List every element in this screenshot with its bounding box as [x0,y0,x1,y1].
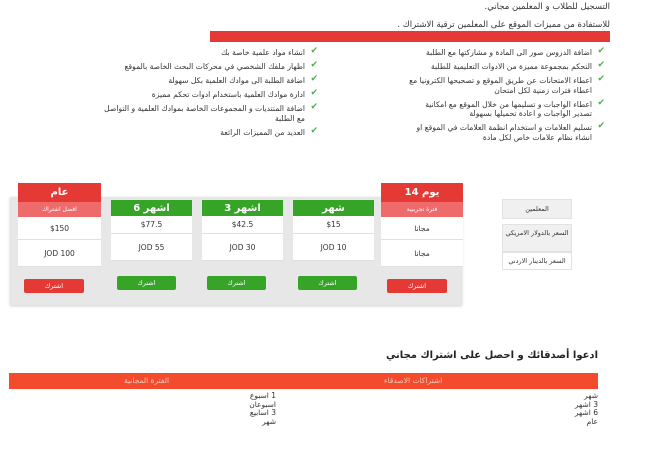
subscribe-button[interactable]: اشترك [298,276,357,290]
subscribe-button[interactable]: اشترك [117,276,176,290]
row-label-jod: السعر بالدينار الاردني [502,252,572,270]
check-icon: ✔ [310,46,318,56]
check-icon: ✔ [597,46,605,56]
feature-item: ✔ اضافة الطلبة الى موادك العلمية بكل سهولة [168,74,318,86]
plan-price-usd: $42.5 [202,216,283,234]
feature-item: ✔ اضافة المنتديات و المجموعات الخاصة بموادك العلمية و التواصل مع الطلبة [104,102,318,123]
plan-3-months [202,200,283,300]
check-icon: ✔ [597,121,605,132]
intro-line-2: للاستفادة من مميزات الموقع على المعلمين ترقية الاشتراك . [397,20,610,30]
plan-trial [381,183,463,303]
col-free-period: الفترة المجانية [124,376,170,385]
plan-price-usd: $15 [293,216,374,234]
features-left-list [95,48,318,142]
plan-6-months [111,200,192,300]
check-icon: ✔ [597,97,605,108]
plan-title: 3 اشهر [202,200,283,216]
plan-price-jod: مجانا [381,240,463,267]
plan-subtitle: افضل اشتراك [18,202,101,217]
feature-item: ✔ تسليم العلامات و استخدام انظمة العلامات في الموقع او انشاء نظام علامات خاص لكل مادة [416,121,605,142]
check-icon: ✔ [310,88,318,99]
plan-price-usd: مجانا [381,217,463,240]
feature-item: ✔ اضافة الدروس صور الى المادة و مشاركتها مع الطلبة [425,46,605,57]
invite-free-value: شهر [262,416,276,426]
feature-item: ✔ انشاء مواد علمية خاصة بك [221,46,318,57]
invite-title: ادعوا أصدقائك و احصل على اشتراك مجاني [385,350,598,361]
feature-item: ✔ التحكم بمجموعة مميزة من الادوات التعليمية للطلبة [430,60,605,72]
row-label-teachers: المعلمين [502,199,572,219]
invite-friends-value: عام [586,416,598,426]
invite-friends-value: شهر [584,391,598,400]
plan-price-jod: JOD 55 [111,234,192,261]
check-icon: ✔ [597,74,605,85]
intro-line-1: التسجيل للطلاب و المعلمين مجاني. [484,2,610,12]
plan-price-jod: JOD 10 [293,234,374,261]
invite-friends-value: 6 اشهر [574,408,598,417]
row-label-usd: السعر بالدولار الامريكي [502,224,572,252]
plan-title: عام [18,183,101,202]
check-icon: ✔ [310,125,318,136]
invite-friends-column [520,392,598,426]
plan-title: شهر [293,200,374,216]
check-icon: ✔ [310,74,318,85]
plan-1-month [293,200,374,300]
features-right-list [405,48,605,147]
invite-free-column [210,392,276,426]
plan-price-usd: $77.5 [111,216,192,234]
plan-subtitle: فترة تجريبية [381,202,463,217]
subscribe-button[interactable]: اشترك [207,276,266,290]
intro-section [210,2,610,42]
feature-item: ✔ ادارة موادك العلمية باستخدام ادوات تحكم مميزة [151,88,318,100]
plan-title: 6 اشهر [111,200,192,216]
check-icon: ✔ [310,60,318,71]
feature-item: ✔ العديد من المميزات الرائعة [220,125,318,137]
intro-heading: ترقية الاشتراك لها مميزات عديدة : [210,31,610,42]
feature-item: ✔ اظهار ملفك الشخصي في محركات البحث الخاصة بالموقع [124,60,318,72]
invite-friends-value: 3 اشهر [574,399,598,409]
subscribe-button[interactable]: اشترك [387,279,447,293]
invite-free-value: اسبوعان [249,399,276,409]
plan-year [18,183,101,303]
plan-price-jod: JOD 100 [18,240,101,267]
feature-item: ✔ اعطاء الواجبات و تسليمها من خلال الموقع مع امكانية تصدير الواجبات و اعادة تحميلها بسهولة [425,97,605,119]
invite-table-header [9,373,598,389]
plan-price-jod: JOD 30 [202,234,283,261]
plan-title: 14 يوم [381,183,463,202]
pricing-row-labels [502,199,572,270]
invite-free-value: 1 اسبوع [249,391,276,400]
invite-free-value: 3 اسابيع [249,408,276,417]
check-icon: ✔ [597,60,605,71]
subscribe-button[interactable]: اشترك [24,279,84,293]
plan-price-usd: $150 [18,217,101,240]
col-friends-subscriptions: اشتراكات الاصدقاء [384,376,443,385]
feature-item: ✔ اعطاء الامتحانات عن طريق الموقع و تصحيحها الكترونيا مع اعطاء فترات زمنية لكل امتحان [409,74,605,95]
check-icon: ✔ [310,102,318,113]
